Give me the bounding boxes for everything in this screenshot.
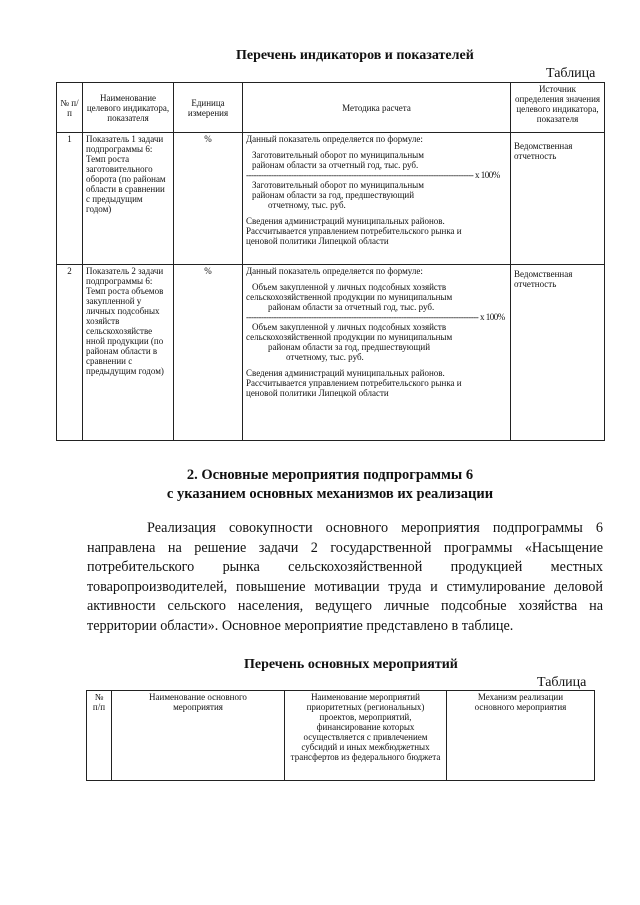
header-num: № п/п <box>57 83 83 133</box>
table-row <box>57 133 605 265</box>
fraction-line: --------------------------------------------------------------------------------------------- x 100% <box>246 312 505 322</box>
events-table <box>86 690 595 781</box>
row-num: 1 <box>57 133 83 265</box>
method-denominator-line: отчетному, тыс. руб. <box>268 200 346 210</box>
method-denominator-line: сельскохозяйственной продукции по муниципальным <box>246 332 453 342</box>
section-heading <box>56 466 604 504</box>
table-label-2: Таблица <box>537 675 587 690</box>
paragraph-text: Реализация совокупности основного мероприятия подпрограммы 6 направлена на решение задачи 2 государственной программы «Насыщение потребительского рынка сельскохозяйственной продукцией местных товаропроизводителей, повышение мотивации труда и стимулирование деловой активности сельского населения, ведущего личные подсобные хозяйства на территории области». Основное мероприятие представлено в таблице. <box>87 520 603 634</box>
method-numerator-line: Объем закупленной у личных подсобных хозяйств <box>252 282 447 292</box>
section-heading-line1: 2. Основные мероприятия подпрограммы 6 <box>186 467 474 483</box>
method-numerator-line: районам области за отчетный год, тыс. руб. <box>252 160 419 170</box>
header-name: Наименование целевого индикатора, показателя <box>83 83 174 133</box>
method-note-line: Рассчитывается управлением потребительского рынка и <box>246 378 462 388</box>
table-header-row <box>57 83 605 133</box>
method-note-line: Сведения администраций муниципальных районов. <box>246 368 445 378</box>
method-numerator-line: Заготовительный оборот по муниципальным <box>252 150 424 160</box>
table-row <box>57 265 605 441</box>
section-paragraph <box>87 519 603 636</box>
indicators-title: Перечень индикаторов и показателей <box>236 48 474 63</box>
method-denominator-line: Объем закупленной у личных подсобных хозяйств <box>252 322 447 332</box>
method-multiplier: x 100% <box>474 170 500 180</box>
header-source: Источник определения значения целевого индикатора, показателя <box>511 83 605 133</box>
table-label-1: Таблица <box>546 66 596 81</box>
header-name: Наименование основного мероприятия <box>112 691 285 781</box>
method-multiplier: x 100% <box>479 312 505 322</box>
row-unit: % <box>174 133 243 265</box>
method-denominator-line: районам области за год, предшествующий <box>268 342 431 352</box>
method-note-line: Рассчитывается управлением потребительского рынка и <box>246 226 462 236</box>
method-intro: Данный показатель определяется по формуле: <box>246 134 423 144</box>
header-unit: Единица измерения <box>174 83 243 133</box>
row-source: Ведомственная отчетность <box>511 265 605 441</box>
row-source: Ведомственная отчетность <box>511 133 605 265</box>
method-note-line: ценовой политики Липецкой области <box>246 236 389 246</box>
header-priority: Наименование мероприятий приоритетных (региональных) проектов, мероприятий, финансирование которых осуществляется с привлечением субсидий и иных межбюджетных трансфертов из федерального бюджета <box>285 691 447 781</box>
header-mechanism: Механизм реализации основного мероприятия <box>447 691 595 781</box>
table-header-row <box>87 691 595 781</box>
row-unit: % <box>174 265 243 441</box>
method-numerator-line: районам области за отчетный год, тыс. руб. <box>268 302 435 312</box>
row-method <box>243 133 511 265</box>
indicators-table <box>56 82 605 441</box>
method-note-line: ценовой политики Липецкой области <box>246 388 389 398</box>
row-name: Показатель 2 задачи подпрограммы 6: Темп роста объемов закупленной у личных подсобных хозяйств сельскохозяйстве нной продукции (по районам области в сравнении с предыдущим годом) <box>83 265 174 441</box>
header-method: Методика расчета <box>243 83 511 133</box>
fraction-line: ------------------------------------------------------------------------------------------- x 100% <box>246 170 500 180</box>
method-denominator-line: отчетному, тыс. руб. <box>286 352 364 362</box>
method-denominator-line: районам области за год, предшествующий <box>252 190 415 200</box>
row-name: Показатель 1 задачи подпрограммы 6: Темп роста заготовительного оборота (по районам области в сравнении с предыдущим годом) <box>83 133 174 265</box>
row-num: 2 <box>57 265 83 441</box>
method-note-line: Сведения администраций муниципальных районов. <box>246 216 445 226</box>
events-title: Перечень основных мероприятий <box>244 657 458 672</box>
header-num: № п/п <box>87 691 112 781</box>
method-denominator-line: Заготовительный оборот по муниципальным <box>252 180 424 190</box>
method-numerator-line: сельскохозяйственной продукции по муниципальным <box>246 292 453 302</box>
row-method <box>243 265 511 441</box>
section-heading-line2: с указанием основных механизмов их реализации <box>166 486 494 502</box>
method-intro: Данный показатель определяется по формуле: <box>246 266 423 276</box>
